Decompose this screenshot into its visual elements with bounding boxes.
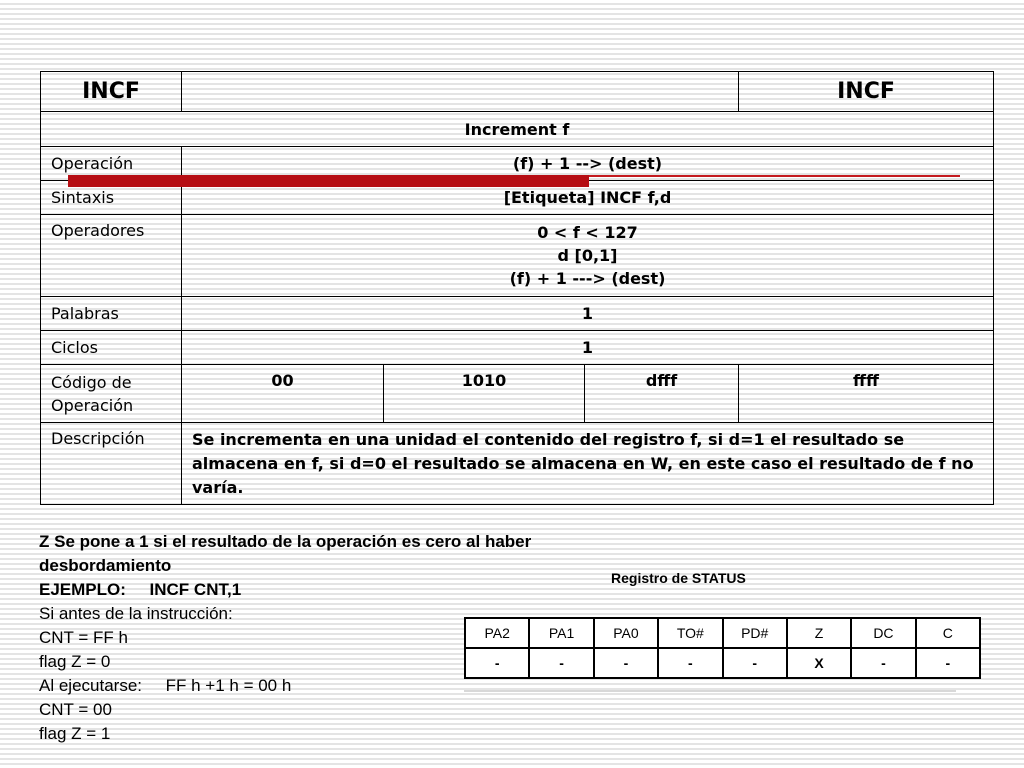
instruction-title: Increment f <box>41 112 994 147</box>
value-ciclos: 1 <box>182 331 994 365</box>
value-descripcion: Se incrementa en una unidad el contenido del registro f, si d=1 el resultado se almacena en f, si d=0 el resultado se almacena en W, en este caso el resultado de f no varía. <box>182 423 994 505</box>
status-register-table <box>464 617 981 679</box>
status-title: Registro de STATUS <box>611 570 746 586</box>
label-codigo <box>41 365 182 423</box>
status-value-dc: - <box>851 648 915 678</box>
label-ciclos: Ciclos <box>41 331 182 365</box>
label-sintaxis: Sintaxis <box>41 181 182 215</box>
row-operadores <box>41 215 994 297</box>
row-codigo <box>41 365 994 423</box>
note-line-2: CNT = FF h <box>39 628 128 647</box>
status-header-c: C <box>916 618 980 648</box>
value-operadores <box>182 215 994 297</box>
value-sintaxis: [Etiqueta] INCF f,d <box>182 181 994 215</box>
status-value-pd: - <box>723 648 787 678</box>
status-value-row <box>465 648 980 678</box>
header-row <box>41 72 994 112</box>
status-header-row <box>465 618 980 648</box>
status-header-pa0: PA0 <box>594 618 658 648</box>
value-operacion: (f) + 1 --> (dest) <box>182 147 994 181</box>
ejemplo-value: INCF CNT,1 <box>149 580 242 599</box>
opcode-part-4: ffff <box>739 365 994 423</box>
status-value-to: - <box>658 648 722 678</box>
note-line-3: flag Z = 0 <box>39 652 111 671</box>
status-value-pa1: - <box>529 648 593 678</box>
header-middle <box>182 72 739 112</box>
title-row <box>41 112 994 147</box>
accent-bar <box>68 175 589 187</box>
operator-line-1: 0 < f < 127 <box>537 223 638 242</box>
status-value-pa2: - <box>465 648 529 678</box>
header-left: INCF <box>41 72 182 112</box>
label-descripcion: Descripción <box>41 423 182 505</box>
status-header-to: TO# <box>658 618 722 648</box>
opcode-part-3: dfff <box>585 365 739 423</box>
note-line-1: Si antes de la instrucción: <box>39 604 233 623</box>
status-value-pa0: - <box>594 648 658 678</box>
status-header-pa2: PA2 <box>465 618 529 648</box>
status-value-z: X <box>787 648 851 678</box>
label-operacion: Operación <box>41 147 182 181</box>
value-palabras: 1 <box>182 297 994 331</box>
label-operadores: Operadores <box>41 215 182 297</box>
status-header-pa1: PA1 <box>529 618 593 648</box>
al-label: Al ejecutarse: <box>39 676 142 695</box>
operator-line-3: (f) + 1 ---> (dest) <box>509 269 666 288</box>
header-right: INCF <box>739 72 994 112</box>
z-flag-note: Z Se pone a 1 si el resultado de la operación es cero al haber desbordamiento <box>39 532 532 575</box>
label-palabras: Palabras <box>41 297 182 331</box>
label-codigo-line-2: Operación <box>51 396 134 415</box>
opcode-part-2: 1010 <box>384 365 585 423</box>
status-header-pd: PD# <box>723 618 787 648</box>
row-ciclos <box>41 331 994 365</box>
instruction-table <box>40 71 994 505</box>
al-value: FF h +1 h = 00 h <box>165 676 292 695</box>
status-underline <box>464 690 956 692</box>
after-line-1: CNT = 00 <box>39 700 112 719</box>
row-palabras <box>41 297 994 331</box>
status-header-z: Z <box>787 618 851 648</box>
ejemplo-label: EJEMPLO: <box>39 580 126 599</box>
ejemplo-line <box>39 578 629 602</box>
row-descripcion <box>41 423 994 505</box>
opcode-part-1: 00 <box>182 365 384 423</box>
status-header-dc: DC <box>851 618 915 648</box>
operator-line-2: d [0,1] <box>557 246 618 265</box>
status-value-c: - <box>916 648 980 678</box>
label-codigo-line-1: Código de <box>51 373 132 392</box>
after-line-2: flag Z = 1 <box>39 724 111 743</box>
